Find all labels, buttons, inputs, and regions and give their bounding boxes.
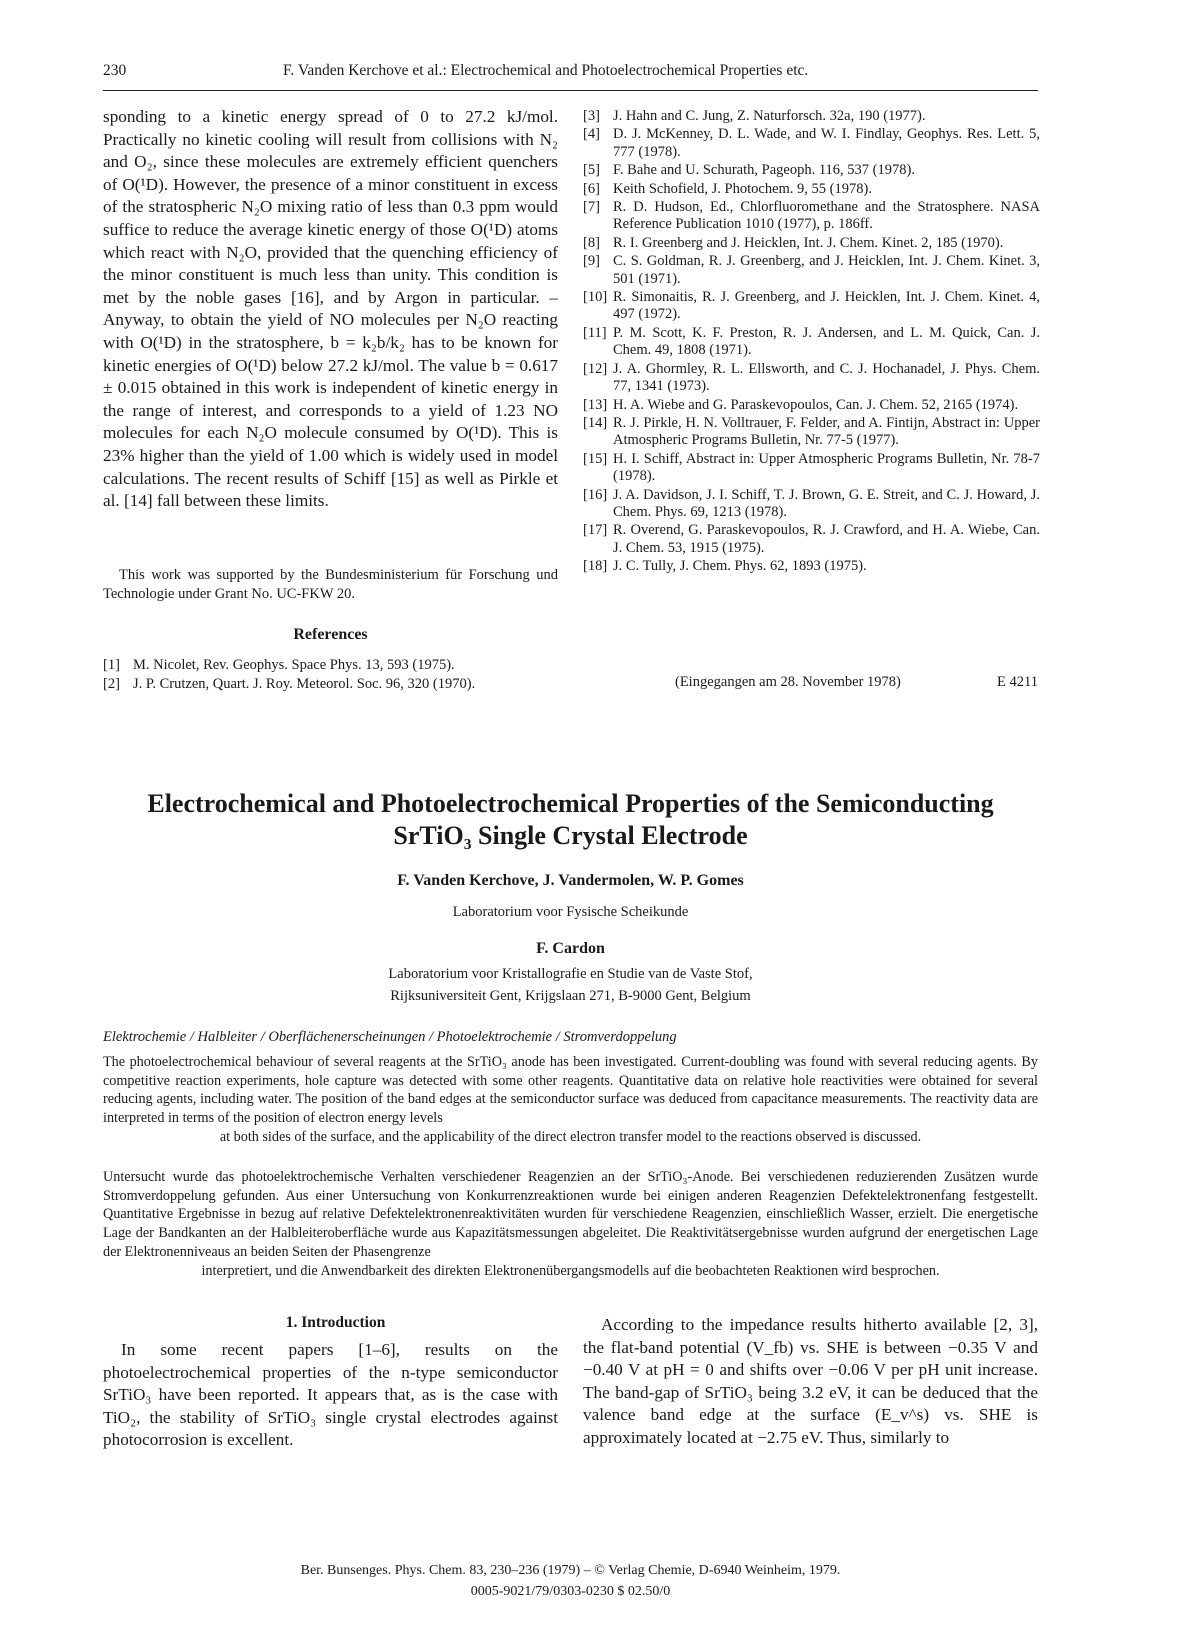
- references-heading: References: [293, 626, 368, 643]
- keywords: Elektrochemie / Halbleiter / Oberflächenerscheinungen / Photoelektrochemie / Stromverdoppelung: [103, 1029, 677, 1045]
- reference-item: [583, 126, 1040, 161]
- reference-text: R. J. Pirkle, H. N. Volltrauer, F. Felder, and A. Fintijn, Abstract in: Upper Atmospheric Programs Bulletin, Nr. 77-5 (1977).: [613, 414, 1040, 449]
- reference-text: R. Simonaitis, R. J. Greenberg, and J. Heicklen, Int. J. Chem. Kinet. 4, 497 (1972).: [613, 289, 1040, 323]
- abstract-english: The photoelectrochemical behaviour of several reagents at the SrTiO₃ anode has been investigated. Current-doubling was found with several reducing agents. By competitive reaction experiments, hole capture was detected with some other reagents. Quantitative data on relative hole reactivities were obtained for several reducing agents, including water. The position of the band edges at the semiconductor surface was deduced from capacitance measurements. The reactivity data are interpreted in terms of the position of electron energy levels at both sides of the surface, and the applicability of the direct electron transfer model to the reactions observed is discussed.: [103, 1054, 1038, 1145]
- article-title: [103, 788, 1038, 852]
- reference-number: [5]: [583, 162, 600, 179]
- reference-list-right: [583, 108, 1040, 577]
- reference-number: [1]: [103, 657, 120, 673]
- introduction-left: In some recent papers [1–6], results on the photoelectrochemical properties of the n-type semiconductor SrTiO₃ have been reported. It appears that, as is the case with TiO₂, the stability of SrTiO₃ single crystal electrodes against photocorrosion is excellent.: [103, 1340, 558, 1450]
- reference-text: F. Bahe and U. Schurath, Pageoph. 116, 537 (1978).: [613, 162, 915, 179]
- reference-text: H. A. Wiebe and G. Paraskevopoulos, Can. J. Chem. 52, 2165 (1974).: [613, 396, 1019, 413]
- reference-text: J. A. Davidson, J. I. Schiff, T. J. Brown, G. E. Streit, and C. J. Howard, J. Chem. Phys. 69, 1213 (1978).: [613, 486, 1040, 520]
- reference-text: P. M. Scott, K. F. Preston, R. J. Andersen, and L. M. Quick, Can. J. Chem. 49, 1808 (1971).: [613, 324, 1040, 359]
- reference-number: [3]: [583, 108, 600, 124]
- reference-list-left: [103, 656, 563, 694]
- left-body-text: sponding to a kinetic energy spread of 0 to 27.2 kJ/mol. Practically no kinetic cooling will result from collisions with N₂ and O₂, since these molecules are extremely efficient quenchers of O(¹D). However, the presence of a minor constituent in excess of the stratospheric N₂O mixing ratio of less than 0.3 ppm would suffice to reduce the average kinetic energy of those O(¹D) atoms which react with N₂O, provided that the quenching efficiency of the minor constituent is much less than unity. This condition is met by the noble gases [16], and by Argon in particular. – Anyway, to obtain the yield of NO molecules per N₂O reacting with O(¹D) in the stratosphere, b = k₂b/k₂ has to be known for kinetic energies of O(¹D) below 27.2 kJ/mol. The value b = 0.617 ± 0.015 obtained in this work is independent of kinetic energy in the range of interest, and corresponds to a yield of 1.23 NO molecules for each N₂O molecule consumed by O(¹D). This is 23% higher than the yield of 1.00 which is widely used in model calculations. The recent results of Schiff [15] as well as Pirkle et al. [14] fall between these limits.: [103, 107, 558, 511]
- reference-number: [13]: [583, 396, 608, 413]
- reference-text: R. I. Greenberg and J. Heicklen, Int. J. Chem. Kinet. 2, 185 (1970).: [613, 234, 1004, 251]
- reference-item: [583, 289, 1040, 324]
- reference-item: [583, 522, 1040, 557]
- received-date: (Eingegangen am 28. November 1978): [675, 674, 901, 690]
- reference-number: [4]: [583, 126, 600, 143]
- received-note: [583, 674, 1038, 691]
- reference-text: C. S. Goldman, R. J. Greenberg, and J. Heicklen, Int. J. Chem. Kinet. 3, 501 (1971).: [613, 253, 1040, 287]
- reference-number: [8]: [583, 234, 600, 251]
- reference-number: [10]: [583, 289, 608, 306]
- reference-text: Keith Schofield, J. Photochem. 9, 55 (1978).: [613, 180, 872, 197]
- title-line-1: Electrochemical and Photoelectrochemical Properties of the Semiconducting: [147, 789, 994, 818]
- reference-item: [583, 162, 1040, 179]
- reference-item: [583, 451, 1040, 486]
- reference-number: [6]: [583, 180, 600, 197]
- reference-item: [583, 181, 1040, 198]
- reference-number: [18]: [583, 558, 608, 575]
- introduction-right: According to the impedance results hitherto available [2, 3], the flat-band potential (V_fb) vs. SHE is between −0.35 V and −0.40 V at pH = 0 and shifts over −0.06 V per pH unit increase. The band-gap of SrTiO₃ being 3.2 eV, it can be deduced that the valence band edge at the surface (E_v^s) vs. SHE is approximately located at −2.75 eV. Thus, similarly to: [583, 1315, 1038, 1447]
- reference-text: D. J. McKenney, D. L. Wade, and W. I. Findlay, Geophys. Res. Lett. 5, 777 (1978).: [613, 126, 1040, 160]
- reference-item: [583, 361, 1040, 396]
- reference-item: [583, 325, 1040, 360]
- manuscript-code: E 4211: [997, 674, 1038, 690]
- reference-text: M. Nicolet, Rev. Geophys. Space Phys. 13, 593 (1975).: [133, 657, 455, 673]
- reference-text: J. C. Tully, J. Chem. Phys. 62, 1893 (1975).: [613, 558, 867, 575]
- reference-text: J. A. Ghormley, R. L. Ellsworth, and C. J. Hochanadel, J. Phys. Chem. 77, 1341 (1973).: [613, 360, 1040, 395]
- affiliation-2-line-2: Rijksuniversiteit Gent, Krijgslaan 271, B-9000 Gent, Belgium: [390, 988, 751, 1004]
- authors: F. Vanden Kerchove, J. Vandermolen, W. P. Gomes: [397, 872, 744, 889]
- reference-item: [103, 656, 563, 674]
- reference-number: [14]: [583, 414, 608, 431]
- abstract-german: Untersucht wurde das photoelektrochemische Verhalten verschiedener Reagenzien an der SrTiO₃-Anode. Bei verschiedenen reduzierenden Zusätzen wurde Stromverdoppelung gefunden. Aus einer Untersuchung von Konkurrenzreaktionen wurde bei einigen anderen Reagenzien Defektelektronenfang festgestellt. Quantitative Ergebnisse in bezug auf relative Defektelektronenreaktivitäten wurden für verschiedene Reagenzien, einschließlich Wasser, erzielt. Die energetische Lage der Bandkanten an der Halbleiteroberfläche wurde aus Kapazitätsmessungen abgeleitet. Die Reaktivitätsergebnisse wurden aufgrund der energetischen Lage der Elektronenniveaus an beiden Seiten der Phasengrenze interpretiert, und die Anwendbarkeit des direkten Elektronenübergangsmodells auf die beobachteten Reaktionen wird besprochen.: [103, 1169, 1038, 1279]
- reference-item: [583, 487, 1040, 522]
- reference-text: R. Overend, G. Paraskevopoulos, R. J. Crawford, and H. A. Wiebe, Can. J. Chem. 53, 1915 (1975).: [613, 522, 1040, 556]
- reference-number: [17]: [583, 522, 608, 539]
- running-title: F. Vanden Kerchove et al.: Electrochemical and Photoelectrochemical Properties etc.: [283, 62, 809, 79]
- title-line-2: SrTiO₃ Single Crystal Electrode: [393, 821, 748, 850]
- reference-number: [9]: [583, 253, 600, 270]
- affiliation-2-line-1: Laboratorium voor Kristallografie en Studie van de Vaste Stof,: [388, 966, 753, 982]
- reference-number: [12]: [583, 360, 608, 377]
- reference-item: [103, 675, 563, 693]
- acknowledgement: This work was supported by the Bundesministerium für Forschung und Technologie under Grant No. UC-FKW 20.: [103, 567, 558, 602]
- reference-text: R. D. Hudson, Ed., Chlorfluoromethane and the Stratosphere. NASA Reference Publication 1010 (1977), p. 186ff.: [613, 199, 1040, 233]
- reference-number: [7]: [583, 199, 600, 216]
- reference-text: J. Hahn and C. Jung, Z. Naturforsch. 32a, 190 (1977).: [613, 108, 926, 124]
- section-heading-introduction: 1. Introduction: [285, 1314, 386, 1331]
- reference-item: [583, 199, 1040, 234]
- reference-text: J. P. Crutzen, Quart. J. Roy. Meteorol. Soc. 96, 320 (1970).: [133, 676, 476, 692]
- reference-item: [583, 253, 1040, 288]
- header-rule: [103, 90, 1038, 91]
- reference-number: [15]: [583, 450, 608, 467]
- reference-item: [583, 397, 1040, 414]
- reference-item: [583, 558, 1040, 575]
- footer-code: 0005-9021/79/0303-0230 $ 02.50/0: [470, 1584, 671, 1599]
- page-number: 230: [103, 62, 127, 79]
- reference-item: [583, 235, 1040, 252]
- reference-text: H. I. Schiff, Abstract in: Upper Atmospheric Programs Bulletin, Nr. 78-7 (1978).: [613, 450, 1040, 485]
- reference-item: [583, 415, 1040, 450]
- author-2: F. Cardon: [536, 940, 605, 957]
- reference-number: [11]: [583, 324, 607, 341]
- reference-number: [16]: [583, 486, 608, 503]
- reference-item: [583, 108, 1040, 125]
- affiliation-1: Laboratorium voor Fysische Scheikunde: [452, 904, 689, 920]
- reference-number: [2]: [103, 676, 120, 692]
- footer-citation: Ber. Bunsenges. Phys. Chem. 83, 230–236 (1979) – © Verlag Chemie, D-6940 Weinheim, 1979.: [300, 1563, 841, 1578]
